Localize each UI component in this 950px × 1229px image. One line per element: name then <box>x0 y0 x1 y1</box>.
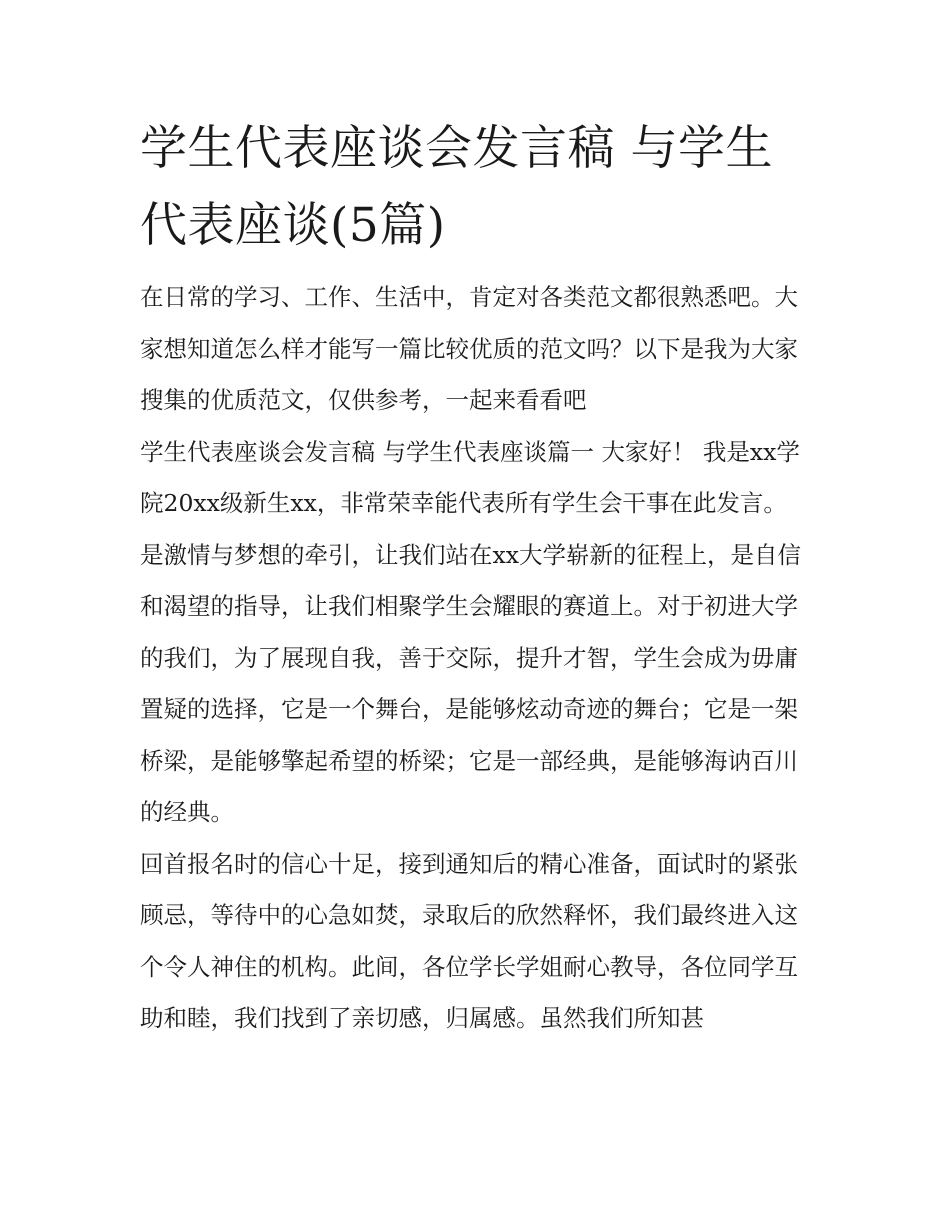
document-title: 学生代表座谈会发言稿 与学生代表座谈(5篇) <box>140 121 773 253</box>
paragraph-motivation: 是激情与梦想的牵引，让我们站在xx大学崭新的征程上，是自信和渴望的指导，让我们相聚学生会耀眼的赛道上。对于初进大学的我们，为了展现自我，善于交际，提升才智，学生会成为毋庸置疑的选择，它是一个舞台，是能够炫动奇迹的舞台；它是一架桥梁，是能够擎起希望的桥梁；它是一部经典，是能够海讷百川的经典。 <box>140 540 802 826</box>
paragraph-recollection: 回首报名时的信心十足，接到通知后的精心准备，面试时的紧张顾忌，等待中的心急如焚，录取后的欣然释怀，我们最终进入这个令人神住的机构。此间，各位学长学姐耐心教导，各位同学互助和睦，我们找到了亲切感，归属感。虽然我们所知甚 <box>140 849 798 1032</box>
paragraph-greeting: 学生代表座谈会发言稿 与学生代表座谈篇一 大家好！ 我是xx学院20xx级新生xx，非常荣幸能代表所有学生会干事在此发言。 <box>140 437 800 517</box>
paragraph-intro: 在日常的学习、工作、生活中，肯定对各类范文都很熟悉吧。大家想知道怎么样才能写一篇比较优质的范文吗？以下是我为大家搜集的优质范文，仅供参考，一起来看看吧 <box>140 283 798 414</box>
document-content <box>140 110 815 1045</box>
document-body <box>140 272 815 1045</box>
